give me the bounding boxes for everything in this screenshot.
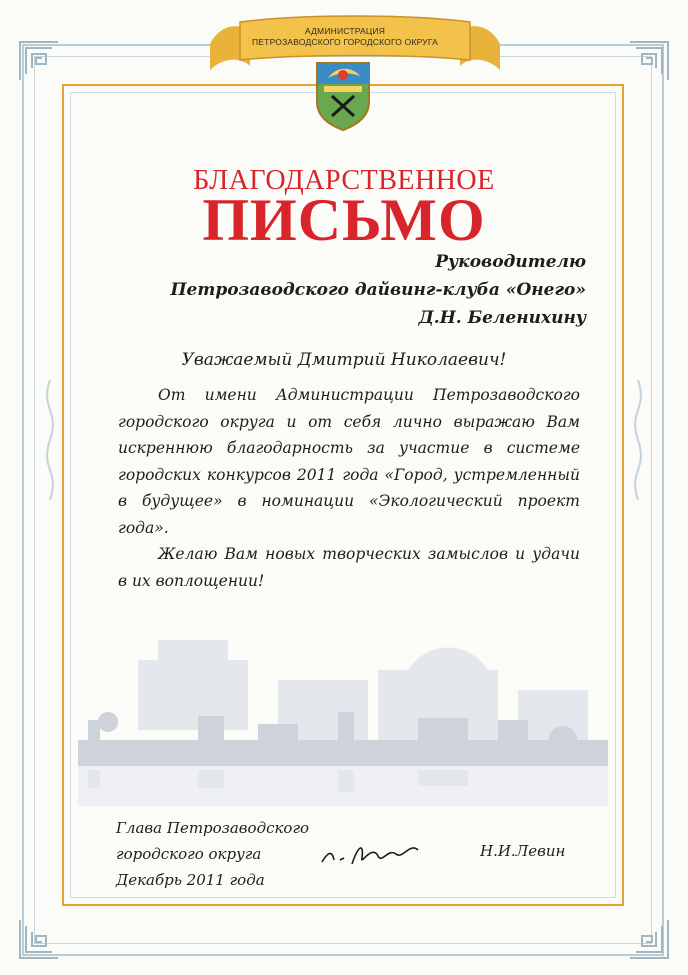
- salutation: Уважаемый Дмитрий Николаевич!: [181, 350, 507, 370]
- body-paragraph-1: От имени Администрации Петрозаводского городского округа и от себя лично выражаю Вам искреннюю благодарность за участие в системе городских конкурсов 2011 года «Город, устремленный в будущее» в номинации «Экологический проект года».: [118, 386, 580, 537]
- recipient-name: Д.Н. Беленихину: [418, 308, 586, 328]
- signatory-position-line2: городского округа: [116, 845, 262, 863]
- corner-ornament-bottom-left: [16, 916, 62, 962]
- right-side-ornament: [628, 380, 648, 500]
- corner-ornament-top-right: [626, 38, 672, 84]
- left-side-ornament: [40, 380, 60, 500]
- recipient-organization: Петрозаводского дайвинг-клуба «Онего»: [170, 280, 586, 300]
- recipient-role: Руководителю: [435, 252, 586, 272]
- corner-ornament-top-left: [16, 38, 62, 84]
- header-organization: [250, 26, 440, 48]
- title-line-1: БЛАГОДАРСТВЕННОЕ: [193, 165, 495, 196]
- body-paragraph-2: Желаю Вам новых творческих замыслов и удачи в их воплощении!: [118, 545, 580, 590]
- footer-signatory-block: [116, 815, 309, 893]
- header-org-line1: АДМИНИСТРАЦИЯ: [304, 26, 386, 36]
- corner-ornament-bottom-right: [626, 916, 672, 962]
- city-skyline-illustration: [78, 620, 608, 825]
- handwritten-signature: [318, 836, 428, 870]
- letter-date: Декабрь 2011 года: [116, 871, 265, 889]
- header-org-line2: ПЕТРОЗАВОДСКОГО ГОРОДСКОГО ОКРУГА: [252, 37, 438, 47]
- recipient-block: [170, 248, 586, 332]
- signatory-position-line1: Глава Петрозаводского: [116, 819, 310, 837]
- city-coat-of-arms: [314, 60, 372, 132]
- title-line-2: ПИСЬМО: [202, 187, 486, 253]
- letter-body: [118, 382, 580, 594]
- signer-name: Н.И.Левин: [480, 842, 566, 860]
